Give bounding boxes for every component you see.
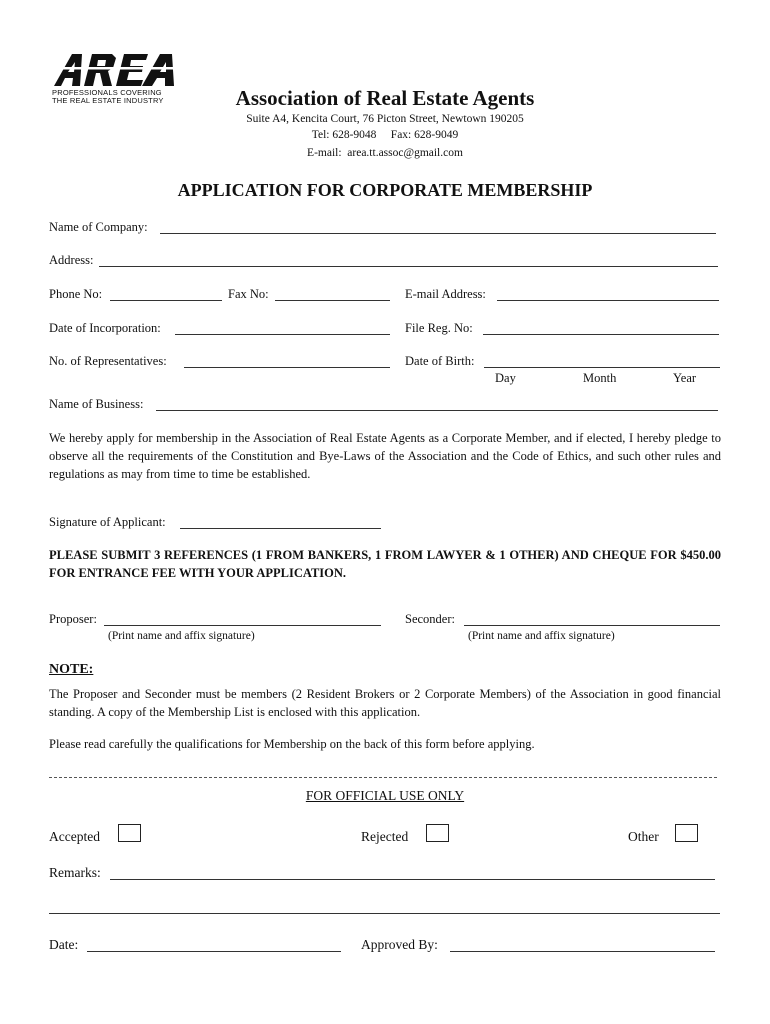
proposer-label: Proposer: (49, 612, 97, 626)
email-label: E-mail Address: (405, 287, 486, 301)
address-field[interactable] (99, 266, 718, 267)
other-checkbox[interactable] (675, 824, 698, 842)
approved-by-label: Approved By: (361, 937, 438, 952)
dashed-divider (49, 777, 717, 778)
email-field[interactable] (497, 300, 719, 301)
declaration-text: We hereby apply for membership in the Association of Real Estate Agents as a Corporate Member, and if elected, I hereby pledge to observe all the requirements of the Constitution and Bye-Laws of the Association and the Code of Ethics, and such other rules and regulations as may from time to time be established. (49, 431, 721, 481)
incorporation-field[interactable] (175, 334, 390, 335)
accepted-checkbox[interactable] (118, 824, 141, 842)
company-name-field[interactable] (160, 233, 716, 234)
other-label: Other (628, 829, 659, 844)
date-label: Date: (49, 937, 79, 952)
seconder-field[interactable] (464, 625, 720, 626)
accepted-label: Accepted (49, 829, 100, 844)
phone-field[interactable] (110, 300, 222, 301)
phone-label: Phone No: (49, 287, 103, 301)
business-name-field[interactable] (156, 410, 718, 411)
dob-field[interactable] (484, 367, 720, 368)
note-heading: NOTE: (49, 662, 94, 677)
proposer-field[interactable] (104, 625, 381, 626)
remarks-label: Remarks: (49, 865, 101, 880)
rejected-checkbox[interactable] (426, 824, 449, 842)
org-email: E-mail: area.tt.assoc@gmail.com (307, 147, 463, 159)
seconder-hint: (Print name and affix signature) (468, 630, 615, 642)
org-tel-fax: Tel: 628-9048 Fax: 628-9049 (311, 129, 459, 141)
logo-tagline-2: THE REAL ESTATE INDUSTRY (52, 96, 164, 105)
note-text: The Proposer and Seconder must be members (2 Resident Brokers or 2 Corporate Members) of the Association in good financial standing. A copy of the Membership List is enclosed with this application. (49, 687, 721, 719)
dob-month-label: Month (583, 371, 617, 385)
file-reg-field[interactable] (483, 334, 719, 335)
business-name-label: Name of Business: (49, 397, 144, 411)
dob-day-label: Day (495, 371, 516, 385)
address-label: Address: (49, 253, 94, 267)
dob-year-label: Year (673, 371, 697, 385)
incorporation-label: Date of Incorporation: (49, 321, 161, 335)
company-name-label: Name of Company: (49, 220, 148, 234)
file-reg-label: File Reg. No: (405, 321, 473, 335)
signature-field[interactable] (180, 528, 381, 529)
submit-notice: PLEASE SUBMIT 3 REFERENCES (1 FROM BANKERS, 1 FROM LAWYER & 1 OTHER) AND CHEQUE FOR $450.00 FOR ENTRANCE FEE WITH YOUR APPLICATION. (49, 548, 721, 580)
remarks-field-line-2[interactable] (49, 913, 720, 914)
fax-label: Fax No: (228, 287, 269, 301)
remarks-field[interactable] (110, 879, 715, 880)
fax-field[interactable] (275, 300, 390, 301)
representatives-field[interactable] (184, 367, 390, 368)
signature-label: Signature of Applicant: (49, 515, 166, 529)
approved-by-field[interactable] (450, 951, 715, 952)
org-name: Association of Real Estate Agents (235, 86, 535, 110)
logo-tagline-1: PROFESSIONALS COVERING (52, 88, 162, 97)
proposer-hint: (Print name and affix signature) (108, 630, 255, 642)
read-notice: Please read carefully the qualifications for Membership on the back of this form before applying. (49, 737, 535, 751)
form-title: APPLICATION FOR CORPORATE MEMBERSHIP (177, 180, 593, 200)
seconder-label: Seconder: (405, 612, 455, 626)
area-logo-mark (50, 52, 180, 88)
org-address: Suite A4, Kencita Court, 76 Picton Street, Newtown 190205 (246, 113, 524, 125)
dob-label: Date of Birth: (405, 354, 475, 368)
date-field[interactable] (87, 951, 341, 952)
rejected-label: Rejected (361, 829, 409, 844)
official-use-heading: FOR OFFICIAL USE ONLY (305, 788, 465, 803)
representatives-label: No. of Representatives: (49, 354, 167, 368)
